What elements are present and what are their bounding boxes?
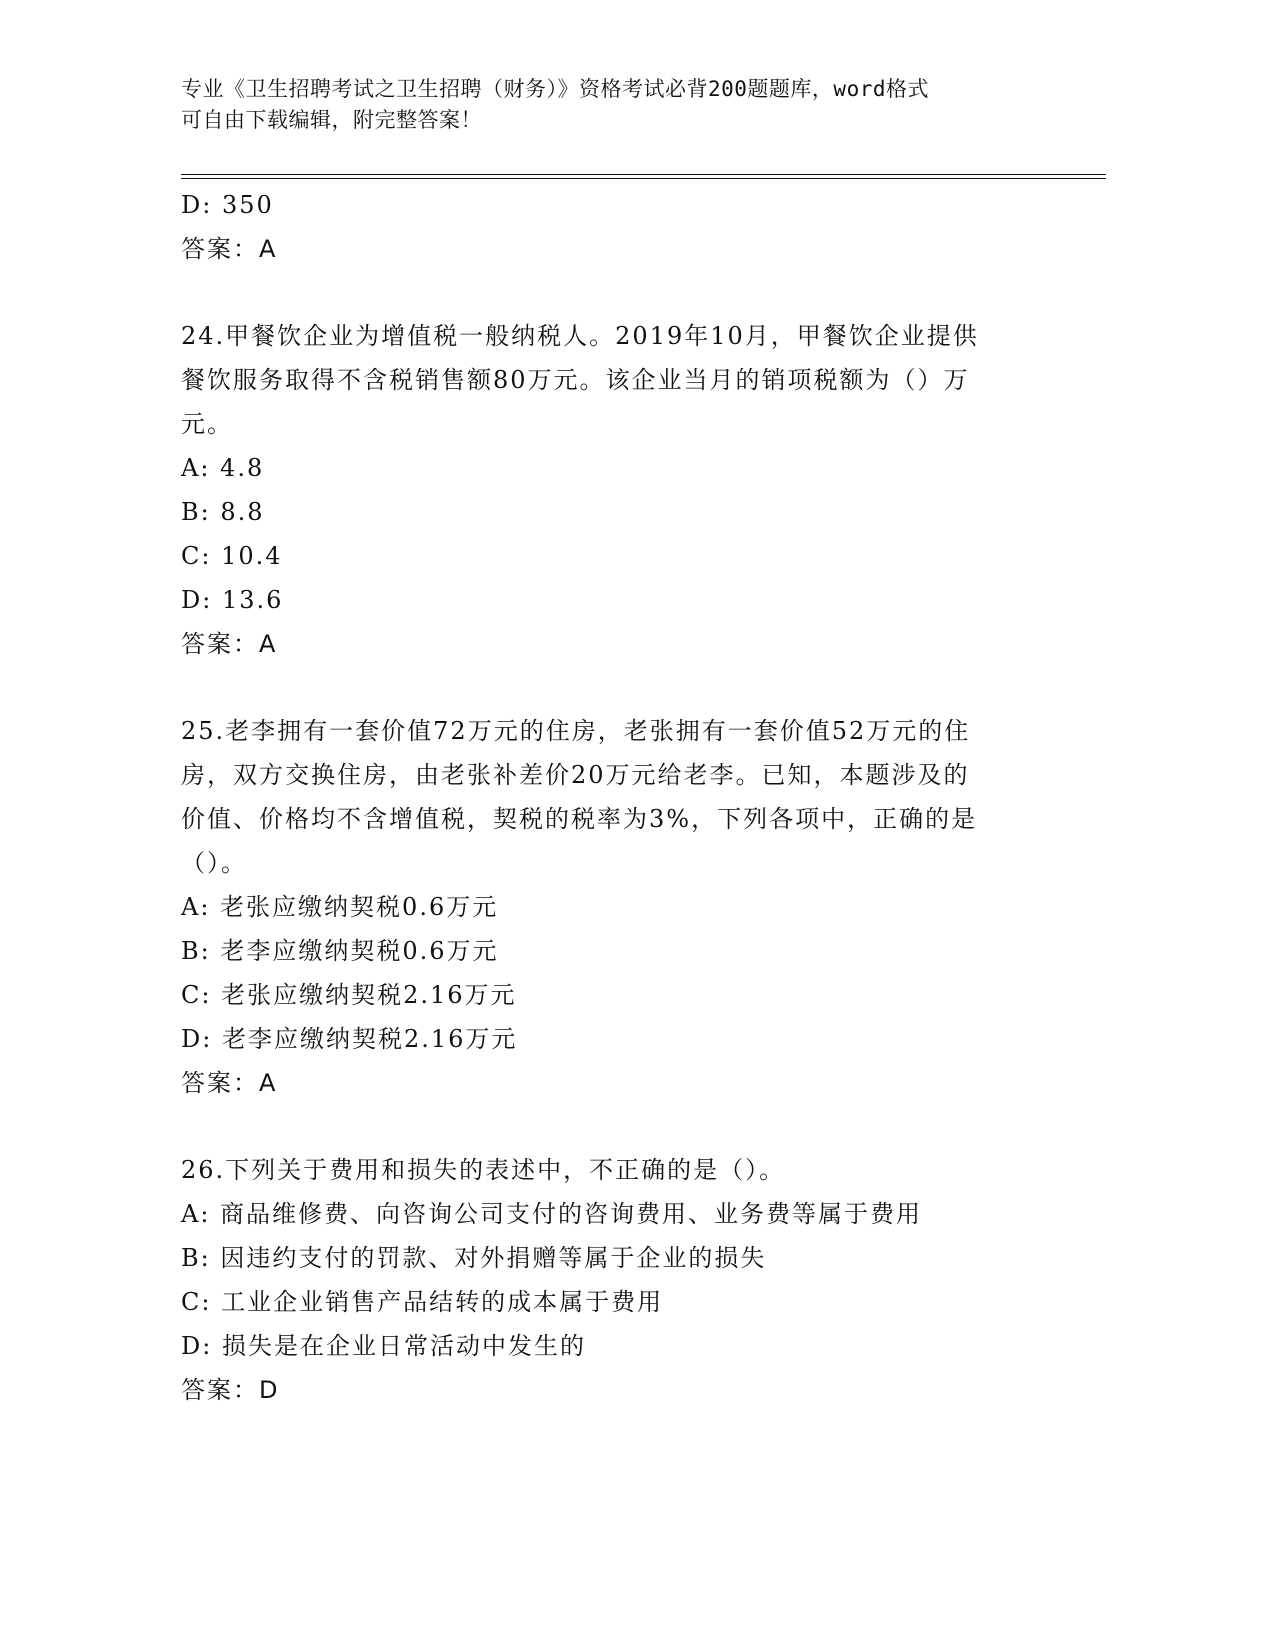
question-text-line: 价值、价格均不含增值税，契税的税率为3%，下列各项中，正确的是: [181, 805, 978, 833]
option-a: A: 老张应缴纳契税0.6万元: [181, 893, 499, 921]
option-b: B: 因违约支付的罚款、对外捐赠等属于企业的损失: [181, 1244, 767, 1272]
option-d: D: 13.6: [181, 586, 284, 614]
question-text-line: 餐饮服务取得不含税销售额80万元。该企业当月的销项税额为（）万: [181, 366, 970, 394]
question-26: [181, 1148, 1041, 1412]
question-text-line: 25.老李拥有一套价值72万元的住房，老张拥有一套价值52万元的住: [181, 717, 971, 745]
document-header: [181, 74, 1081, 136]
spacer: [181, 1105, 1041, 1148]
question-25: [181, 709, 1041, 1105]
question-text-line: 24.甲餐饮企业为增值税一般纳税人。2019年10月，甲餐饮企业提供: [181, 322, 979, 350]
option-d: D: 350: [181, 191, 274, 219]
spacer: [181, 666, 1041, 709]
header-line-1: 专业《卫生招聘考试之卫生招聘（财务）》资格考试必背200题题库，word格式: [181, 77, 929, 101]
option-a: A: 4.8: [181, 454, 265, 482]
header-divider: [181, 174, 1106, 175]
question-text-line: 元。: [181, 410, 233, 438]
option-b: B: 老李应缴纳契税0.6万元: [181, 937, 499, 965]
option-a: A: 商品维修费、向咨询公司支付的咨询费用、业务费等属于费用: [181, 1200, 923, 1228]
option-c: C: 工业企业销售产品结转的成本属于费用: [181, 1288, 664, 1316]
header-line-2: 可自由下载编辑，附完整答案！: [181, 108, 482, 132]
option-b: B: 8.8: [181, 498, 265, 526]
answer-line: 答案：A: [181, 235, 278, 263]
option-d: D: 损失是在企业日常活动中发生的: [181, 1332, 586, 1360]
answer-line: 答案：D: [181, 1376, 280, 1404]
question-text-line: （）。: [181, 849, 247, 877]
header-divider-secondary: [181, 178, 1106, 179]
option-c: C: 10.4: [181, 542, 283, 570]
question-24: [181, 314, 1041, 666]
option-c: C: 老张应缴纳契税2.16万元: [181, 981, 517, 1009]
spacer: [181, 271, 1041, 314]
question-fragment-23: [181, 183, 1041, 271]
question-text-line: 房，双方交换住房，由老张补差价20万元给老李。已知，本题涉及的: [181, 761, 970, 789]
document-body: [181, 183, 1041, 1412]
answer-line: 答案：A: [181, 1069, 278, 1097]
answer-line: 答案：A: [181, 630, 278, 658]
option-d: D: 老李应缴纳契税2.16万元: [181, 1025, 518, 1053]
question-text-line: 26.下列关于费用和损失的表述中，不正确的是（）。: [181, 1156, 786, 1184]
